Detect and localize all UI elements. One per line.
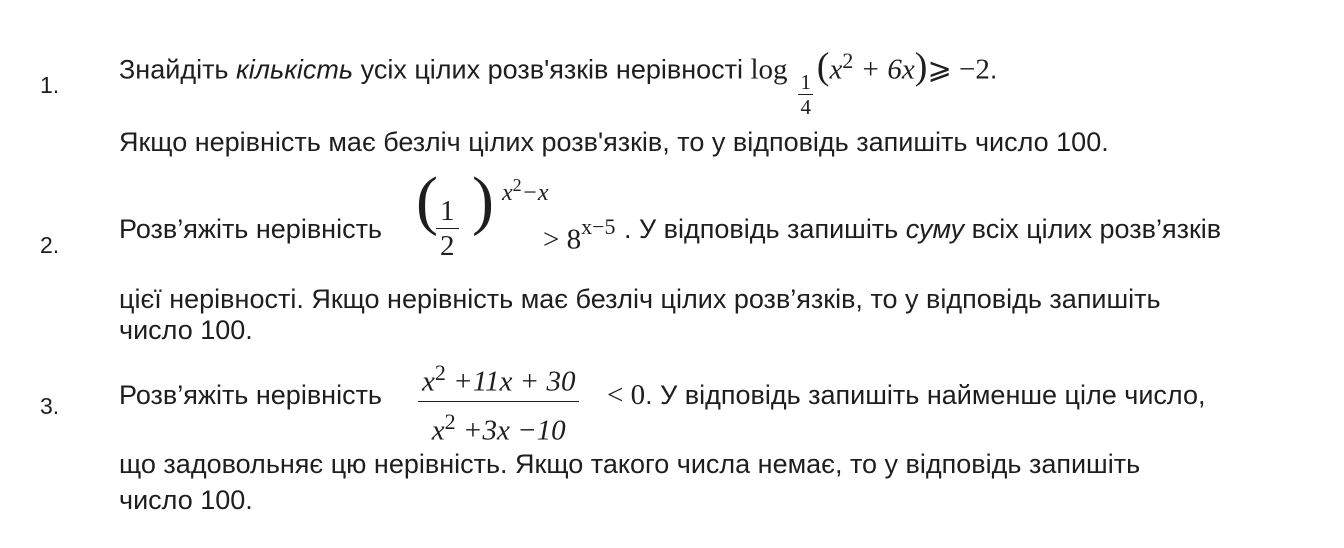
rhs-exponent: x−5	[581, 214, 616, 239]
log-arg-exponent: 2	[842, 48, 854, 73]
log-base-fraction	[798, 70, 813, 119]
statement-text: Розв’яжіть нерівність	[119, 214, 382, 244]
inequality-rhs: < 0	[607, 379, 646, 411]
statement-text: Знайдіть	[119, 54, 237, 85]
problem-3-line-3: число 100.	[119, 485, 253, 515]
log-arg-variable: x	[829, 53, 843, 86]
inequality-rhs	[543, 214, 616, 257]
numerator-variable: x	[422, 365, 435, 398]
rhs-base: > 8	[543, 223, 582, 256]
statement-italic: кількість	[236, 54, 354, 85]
power-exponent	[502, 168, 549, 210]
problem-1-statement	[119, 44, 998, 119]
statement-italic: суму	[905, 214, 965, 244]
log-rhs: ⩾ −2	[927, 53, 990, 86]
problem-3-line-2: що задовольняє цю нерівність. Якщо такого числа немає, то у відповідь запишіть	[119, 449, 1141, 479]
numerator-exponent: 2	[434, 360, 446, 385]
fraction-numerator	[418, 354, 579, 401]
problem-number: 1.	[40, 72, 60, 98]
fraction-denominator: 2	[436, 228, 459, 263]
numerator-rest: +11x + 30	[445, 365, 576, 398]
rational-fraction	[418, 354, 579, 450]
log-expression: log $\frac{1}{4}$ ($x^2$ + 6x)⩾ −2	[750, 45, 990, 119]
log-base-numerator: 1	[800, 70, 811, 94]
log-base-denominator: 4	[800, 95, 811, 119]
log-arg-rest: + 6x	[853, 53, 915, 86]
problem-2-line-3: число 100.	[119, 315, 253, 345]
denominator-rest: +3x −10	[455, 414, 566, 447]
denominator-exponent: 2	[444, 408, 456, 434]
log-function: log	[750, 53, 788, 86]
fraction-numerator: 1	[440, 195, 455, 227]
statement-text: . У відповідь запишіть	[624, 214, 906, 244]
denominator-variable: x	[431, 414, 445, 447]
statement-text: всіх цілих розв’язків	[964, 214, 1222, 244]
exponent-power: 2	[512, 175, 522, 195]
statement-continuation	[624, 212, 1221, 246]
problem-1-note: Якщо нерівність має безліч цілих розв'язків, то у відповідь запишіть число 100.	[119, 127, 1109, 157]
statement-text: Розв’яжіть нерівність	[119, 380, 382, 410]
statement-text: .	[989, 54, 998, 85]
problem-3-statement	[119, 354, 1206, 447]
problem-2-statement: Розв’яжіть нерівність ( $\frac{1}{2}$ ) $x^2-x$ > $8^{x-5}$ . У відповідь запишіть суму всіх цілих розв’язків	[119, 164, 1222, 262]
exponent-variable: x	[502, 180, 513, 206]
base-fraction	[436, 194, 459, 263]
problem-number: 2.	[40, 232, 60, 258]
problem-2-line-2: цієї нерівності. Якщо нерівність має безліч цілих розв’язків, то у відповідь запишіть	[119, 284, 1161, 314]
fraction-denominator	[418, 401, 579, 451]
statement-text: усіх цілих розв'язків нерівності	[353, 54, 751, 85]
exponent-rest: −x	[521, 180, 549, 206]
statement-text: . У відповідь запишіть найменше ціле число,	[645, 380, 1206, 410]
statement-continuation	[607, 378, 1206, 412]
problem-number: 3.	[40, 393, 60, 419]
